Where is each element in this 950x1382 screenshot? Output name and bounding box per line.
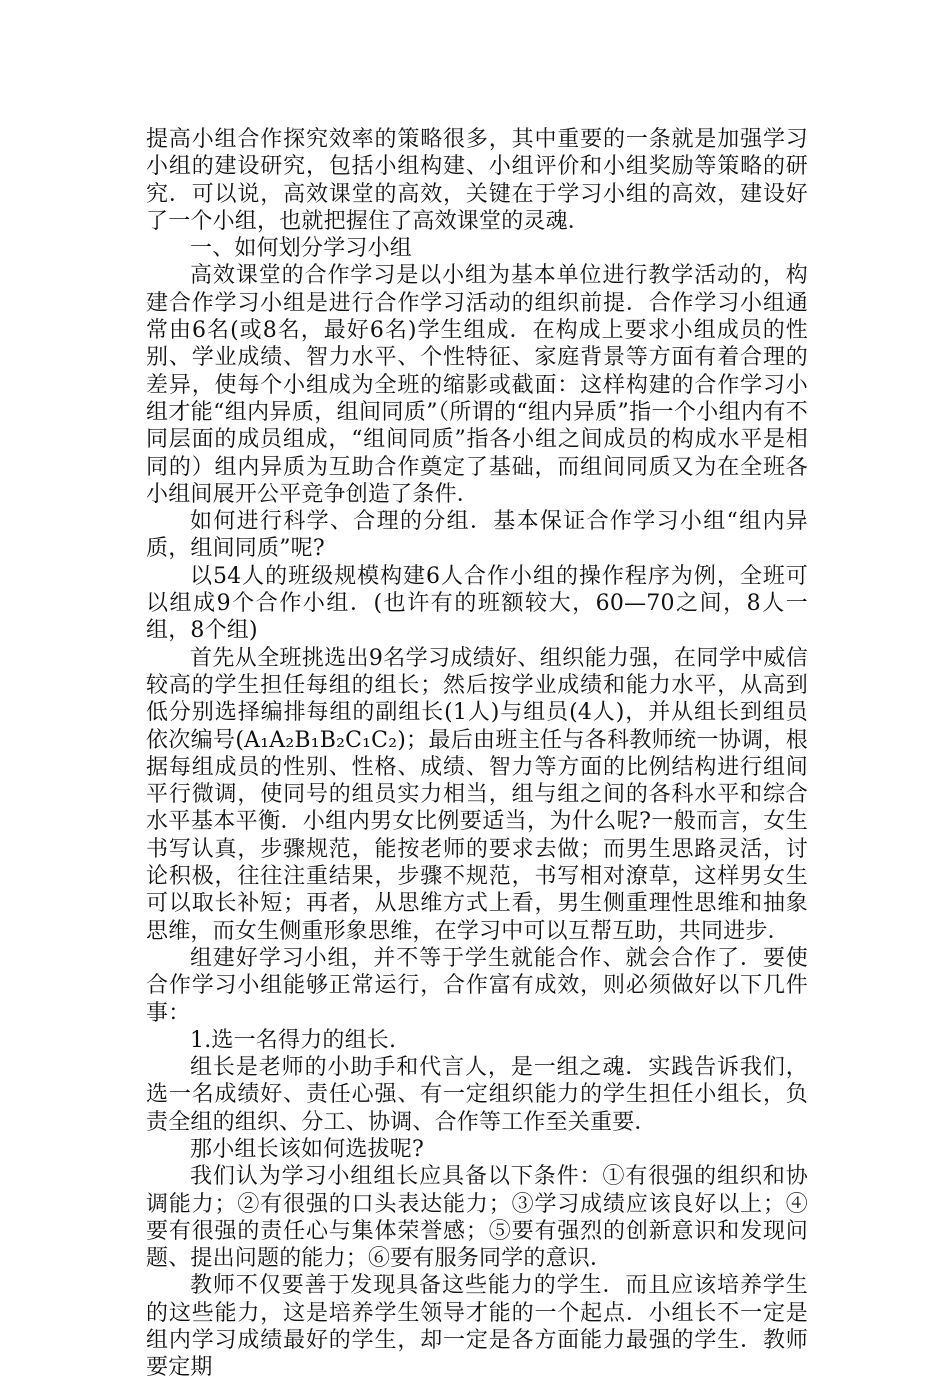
- paragraph-leader-conditions: 我们认为学习小组组长应具备以下条件：①有很强的组织和协调能力；②有很强的口头表达能力；③学习成绩应该良好以上；④要有很强的责任心与集体荣誉感；⑤要有强烈的创新意识和发现问题、提出问题的能力；⑥要有服务同学的意识．: [146, 1164, 808, 1272]
- intro-paragraph: 提高小组合作探究效率的策略很多，其中重要的一条就是加强学习小组的建设研究，包括小组构建、小组评价和小组奖励等策略的研究．可以说，高效课堂的高效，关键在于学习小组的高效，建设好了一个小组，也就把握住了高效课堂的灵魂．: [146, 127, 808, 234]
- paragraph-cooperative-learning: 高效课堂的合作学习是以小组为基本单位进行教学活动的，构建合作学习小组是进行合作学习活动的组织前提．合作学习小组通常由6名(或8名，最好6名)学生组成．在构成上要求小组成员的性别、学业成绩、智力水平、个性特征、家庭背景等方面有着合理的差异，使每个小组成为全班的缩影或截面：这样构建的合作学习小组才能“组内异质，组间同质”（所谓的“组内异质”指一个小组内有不同层面的成员组成，“组间同质”指各小组之间成员的构成水平是相同的）组内异质为互助合作奠定了基础，而组间同质又为在全班各小组间展开公平竞争创造了条件．: [146, 263, 808, 507]
- document-page: [146, 126, 808, 1382]
- paragraph-class-size-example: 以54人的班级规模构建6人合作小组的操作程序为例，全班可以组成9个合作小组．(也许有的班额较大，60—70之间，8人一组，8个组): [146, 563, 808, 644]
- paragraph-leader-question: 那小组长该如何选拔呢?: [190, 1136, 424, 1162]
- paragraph-group-operation: 组建好学习小组，并不等于学生就能合作、就会合作了．要使合作学习小组能够正常运行，合作富有成效，则必须做好以下几件事：: [146, 945, 808, 1026]
- section-heading-grouping: 一、如何划分学习小组: [190, 236, 413, 262]
- paragraph-selection-procedure: [146, 645, 808, 945]
- selection-text-before: 首先从全班挑选出9名学习成绩好、组织能力强，在同学中威信较高的学生担任每组的组长；然后按学业成绩和能力水平，从高到低分别选择编排每组的副组长(1人)与组员(4人)，并从组长到组员依次编号(: [146, 645, 808, 753]
- list-item-choose-leader: 1.选一名得力的组长.: [190, 1027, 397, 1053]
- paragraph-question-grouping: 如何进行科学、合理的分组．基本保证合作学习小组“组内异质，组间同质”呢?: [146, 509, 808, 562]
- paragraph-leader-role: 组长是老师的小助手和代言人，是一组之魂．实践告诉我们，选一名成绩好、责任心强、有一定组织能力的学生担任小组长，负责全组的组织、分工、协调、合作等工作至关重要．: [146, 1055, 808, 1135]
- paragraph-teacher-role: 教师不仅要善于发现具备这些能力的学生．而且应该培养学生的这些能力，这是培养学生领导才能的一个起点．小组长不一定是组内学习成绩最好的学生，却一定是各方面能力最强的学生．教师要定期: [146, 1273, 808, 1381]
- member-code: A₁A₂B₁B₂C₁C₂: [244, 727, 398, 753]
- selection-text-after: )；最后由班主任与各科教师统一协调，根据每组成员的性别、性格、成绩、智力等方面的比例结构进行组间平行微调，使同号的组员实力相当，组与组之间的各科水平和综合水平基本平衡．小组内男女比例要适当，为什么呢?一般而言，女生书写认真，步骤规范，能按老师的要求去做；而男生思路灵活，讨论积极，往往注重结果，步骤不规范，书写相对潦草，这样男女生可以取长补短；再者，从思维方式上看，男生侧重理性思维和抽象思维，而女生侧重形象思维，在学习中可以互帮互助，共同进步．: [146, 727, 808, 944]
